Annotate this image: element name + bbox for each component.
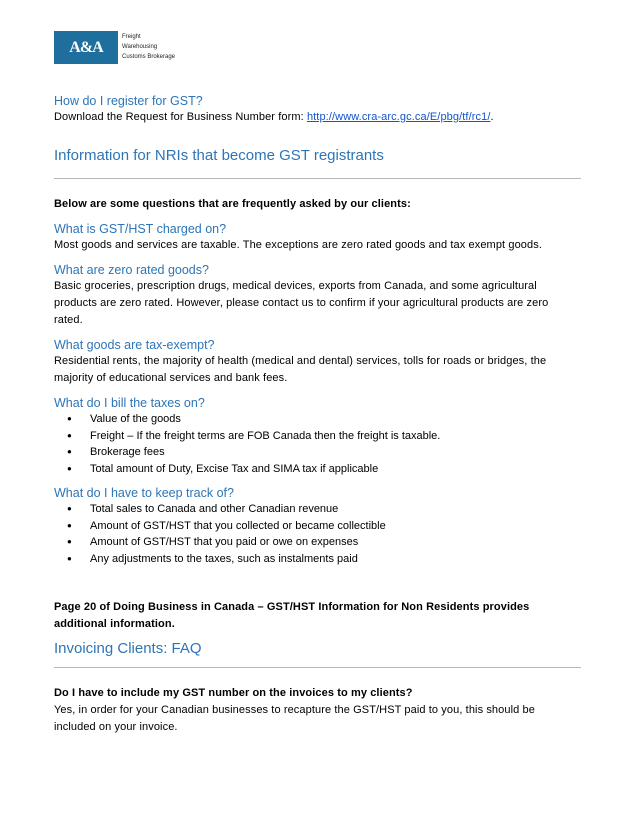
track-of-question: What do I have to keep track of? [54, 486, 234, 500]
invoice-question: Do I have to include my GST number on the invoices to my clients? [54, 687, 413, 699]
document-body [54, 93, 584, 736]
list-item: ● Total sales to Canada and other Canadian revenue [54, 501, 584, 518]
bill-taxes-question: What do I bill the taxes on? [54, 396, 205, 410]
logo-tagline [122, 32, 175, 62]
page20-note-line: additional information. [54, 618, 175, 630]
tax-exempt-question: What goods are tax-exempt? [54, 338, 215, 352]
company-logo [54, 31, 179, 65]
track-of-list [54, 501, 584, 567]
invoice-answer-line: included on your invoice. [54, 721, 178, 733]
zero-rated-answer-line: products are zero rated. However, please contact us to confirm if your agricultural products are zero [54, 297, 549, 309]
logo-line: Customs Brokerage [122, 54, 176, 60]
charged-on-question: What is GST/HST charged on? [54, 222, 227, 236]
charged-on-answer: Most goods and services are taxable. The exceptions are zero rated goods and tax exempt goods. [54, 239, 542, 251]
register-gst-suffix: . [490, 111, 494, 123]
zero-rated-answer-line: rated. [54, 314, 83, 326]
business-number-form-link[interactable]: http://www.cra-arc.gc.ca/E/pbg/tf/rc1/ [306, 111, 491, 123]
list-item: ● Any adjustments to the taxes, such as instalments paid [54, 551, 584, 568]
invoice-answer-line: Yes, in order for your Canadian businesses to recapture the GST/HST paid to you, this should be [54, 704, 535, 716]
bill-taxes-list [54, 411, 584, 477]
list-item: ● Amount of GST/HST that you collected or became collectible [54, 518, 584, 535]
list-item: ● Amount of GST/HST that you paid or owe on expenses [54, 534, 584, 551]
logo-line: Warehousing [122, 44, 158, 50]
zero-rated-answer-line: Basic groceries, prescription drugs, medical devices, exports from Canada, and some agricultural [54, 280, 537, 292]
logo-mark: A&A [54, 31, 118, 64]
register-gst-prefix: Download the Request for Business Number form: [54, 111, 307, 123]
list-item: ● Total amount of Duty, Excise Tax and SIMA tax if applicable [54, 461, 584, 478]
tax-exempt-answer-line: majority of educational services and bank fees. [54, 372, 288, 384]
page20-note-line: Page 20 of Doing Business in Canada – GST/HST Information for Non Residents provides [54, 601, 530, 613]
register-gst-question: How do I register for GST? [54, 94, 203, 108]
invoicing-heading: Invoicing Clients: FAQ [54, 640, 202, 657]
tax-exempt-answer-line: Residential rents, the majority of health (medical and dental) services, tolls for roads or bridges, the [54, 355, 547, 367]
list-item: ● Brokerage fees [54, 444, 584, 461]
logo-line: Freight [122, 34, 141, 40]
nri-heading: Information for NRIs that become GST registrants [54, 147, 384, 164]
list-item: ● Value of the goods [54, 411, 584, 428]
register-gst-answer [54, 109, 584, 126]
list-item: ● Freight – If the freight terms are FOB Canada then the freight is taxable. [54, 428, 584, 445]
faq-intro: Below are some questions that are frequently asked by our clients: [54, 198, 411, 210]
zero-rated-question: What are zero rated goods? [54, 263, 209, 277]
